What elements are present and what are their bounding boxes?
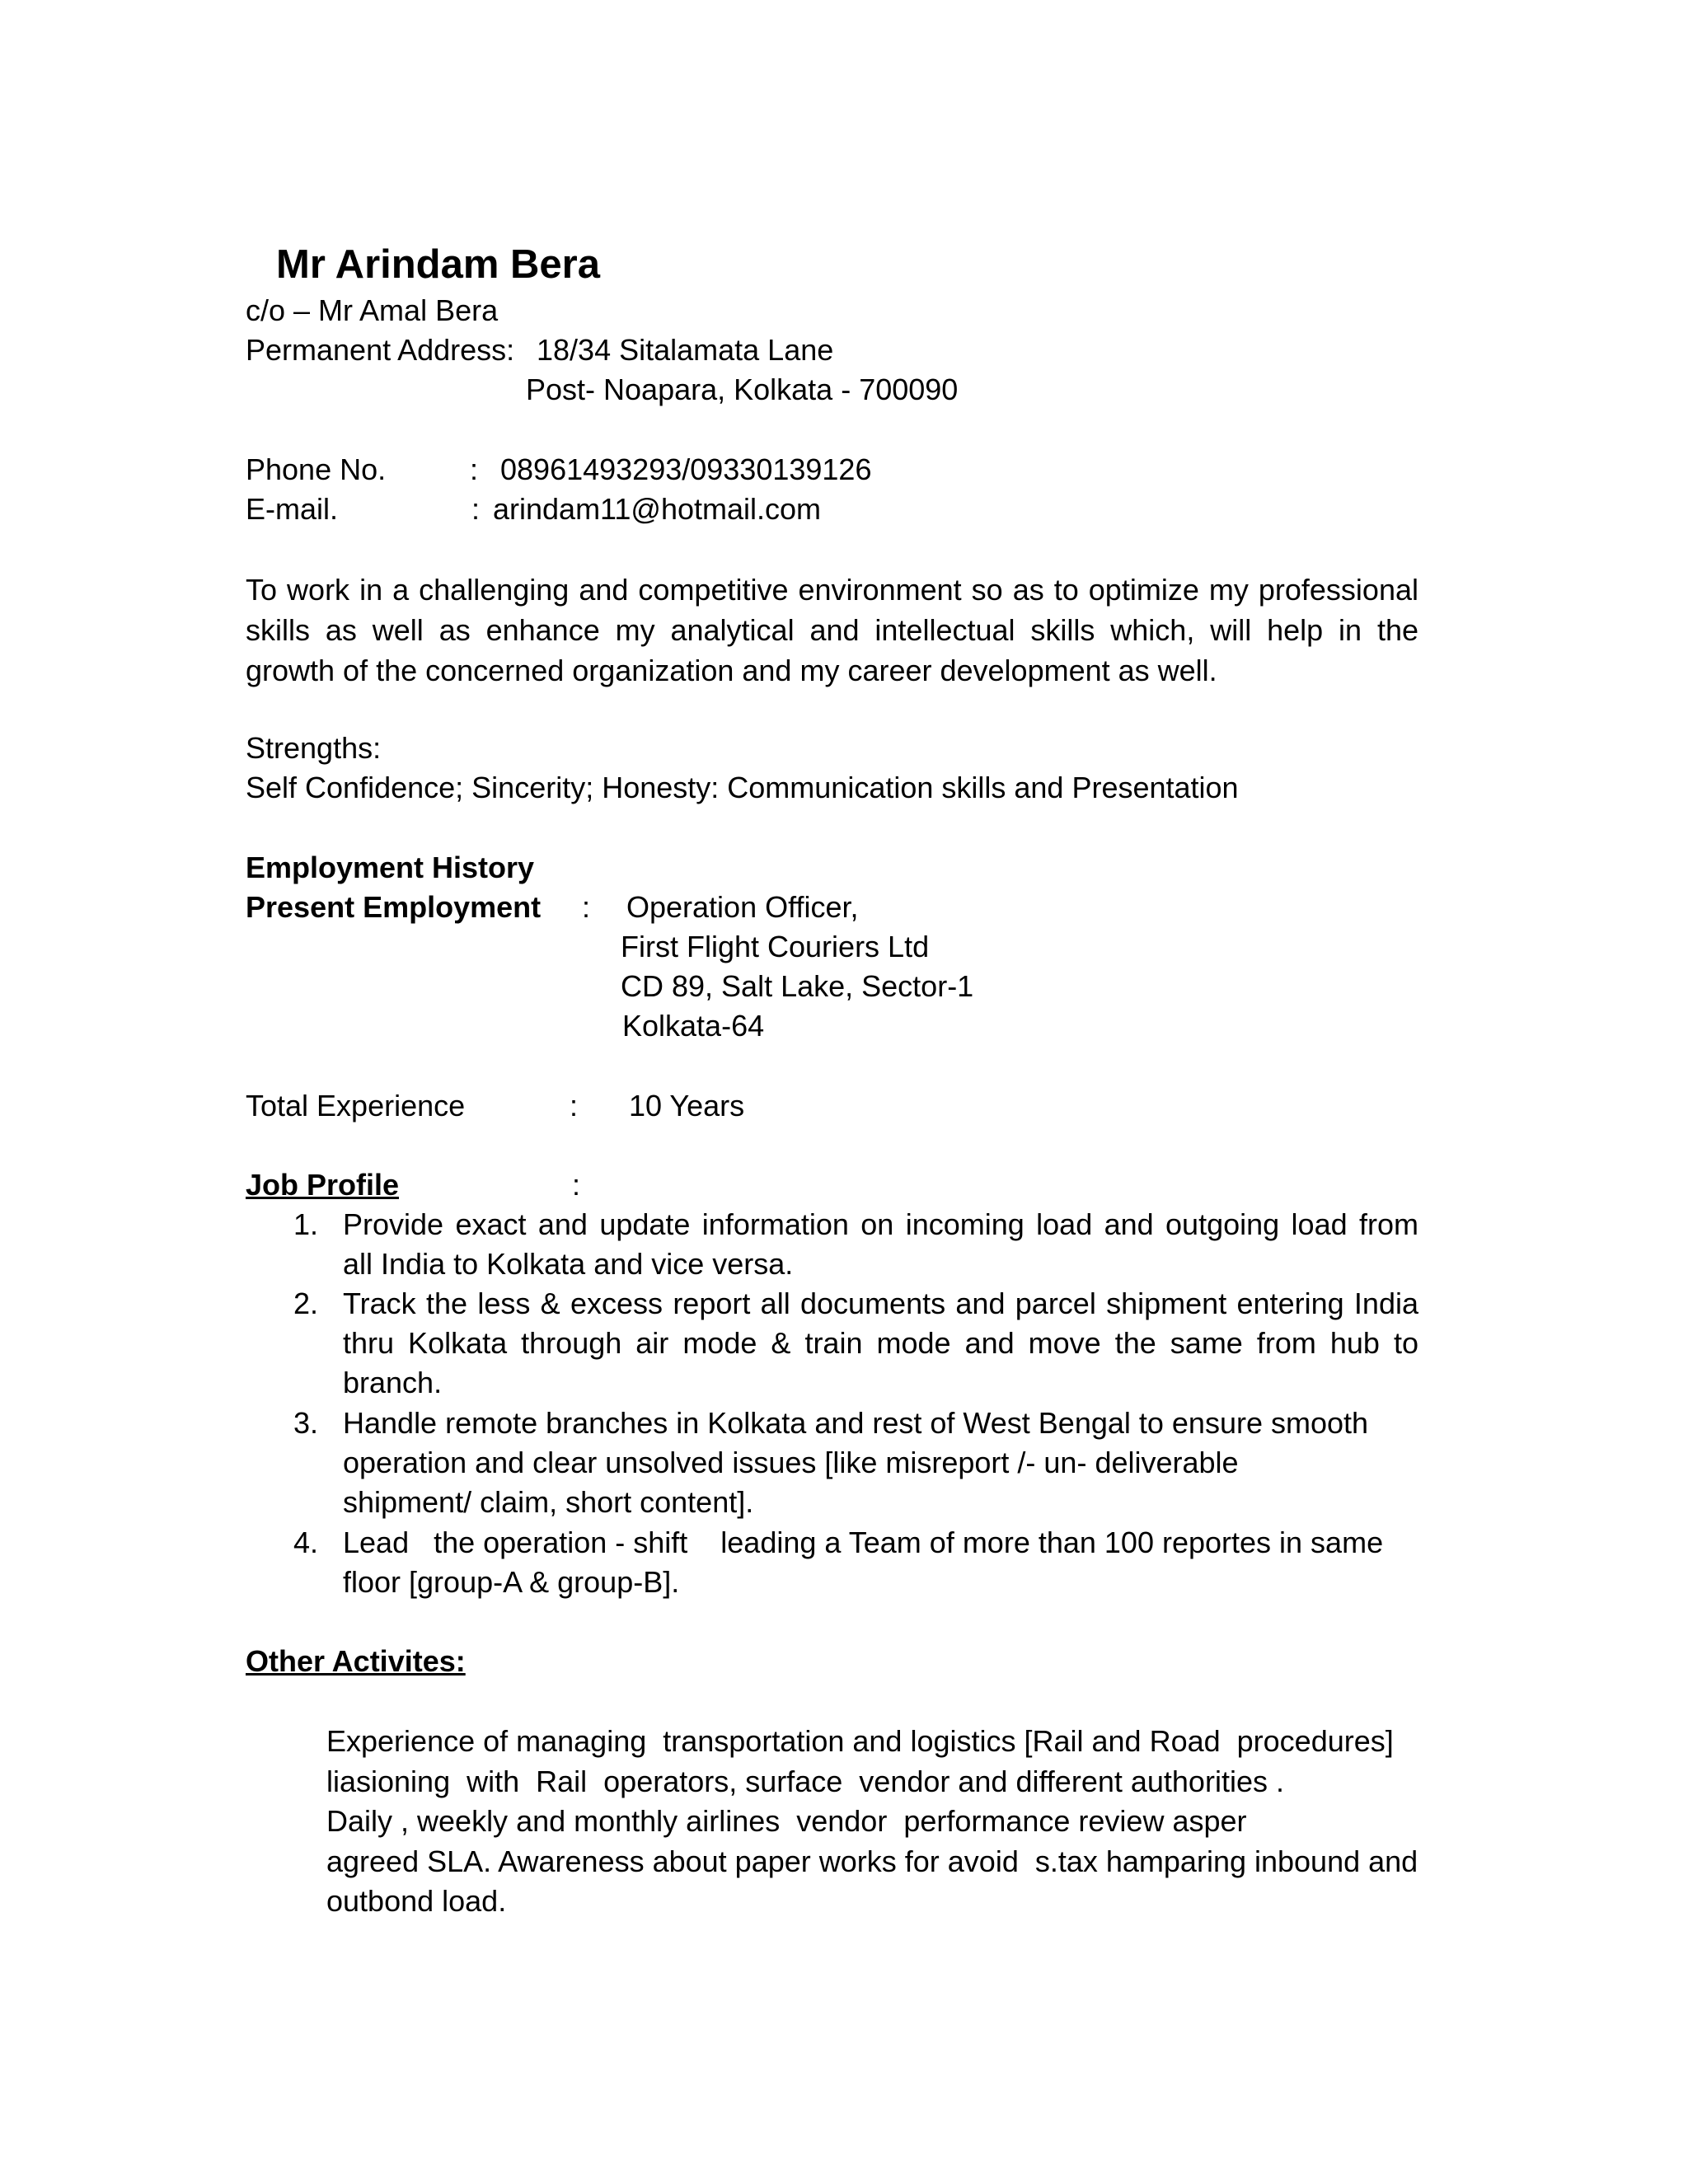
address-line-2: Post- Noapara, Kolkata - 700090 [526, 373, 959, 406]
email-label: E-mail. [246, 492, 339, 526]
objective-paragraph [246, 569, 1418, 691]
address-label: Permanent Address: [246, 333, 515, 367]
job-item-number: 1. [293, 1207, 319, 1241]
job-item-line: Lead the operation - shift leading a Team of more than 100 reportes in same [343, 1526, 1384, 1559]
job-item-line: shipment/ claim, short content]. [343, 1485, 754, 1519]
total-experience-label: Total Experience [246, 1089, 466, 1122]
job-item-number: 2. [293, 1286, 319, 1320]
other-activities-line: agreed SLA. Awareness about paper works for avoid s.tax hamparing inbound and [326, 1844, 1418, 1878]
phone-value: 08961493293/09330139126 [500, 452, 872, 486]
job-item-number: 3. [293, 1406, 319, 1440]
job-item-line: all India to Kolkata and vice versa. [343, 1247, 794, 1281]
other-activities-paragraph [326, 1722, 1423, 1922]
job-profile-heading: Job Profile [246, 1168, 400, 1202]
employment-history-heading: Employment History [246, 851, 535, 884]
job-item-3 [343, 1404, 1418, 1522]
objective-line: skills as well as enhance my analytical and intellectual skills which, will help in the [246, 613, 1418, 647]
other-activities-line: liasioning with Rail operators, surface vendor and different authorities . [326, 1764, 1284, 1798]
other-activities-line: Daily , weekly and monthly airlines vendor performance review asper [326, 1804, 1247, 1838]
total-experience-value: 10 Years [629, 1089, 745, 1122]
employment-company: First Flight Couriers Ltd [621, 930, 930, 963]
job-item-1 [343, 1205, 1418, 1284]
email-value: arindam11@hotmail.com [493, 492, 822, 526]
job-item-line: branch. [343, 1366, 443, 1399]
present-employment-label: Present Employment [246, 890, 542, 924]
job-profile-separator: : [572, 1168, 581, 1202]
job-item-line: thru Kolkata through air mode & train mode and move the same from hub to [343, 1326, 1418, 1360]
objective-line: growth of the concerned organization and my career development as well. [246, 654, 1217, 687]
email-separator: : [471, 492, 481, 526]
phone-label: Phone No. [246, 452, 387, 486]
other-activities-heading: Other Activites: [246, 1644, 466, 1678]
job-item-line: operation and clear unsolved issues [like misreport /- un- deliverable [343, 1446, 1239, 1479]
present-employment-separator: : [582, 890, 591, 924]
objective-line: To work in a challenging and competitive environment so as to optimize my professional [246, 573, 1418, 607]
other-activities-line: Experience of managing transportation and logistics [Rail and Road procedures] [326, 1724, 1394, 1758]
job-item-line: floor [group-A & group-B]. [343, 1565, 680, 1599]
job-item-line: Handle remote branches in Kolkata and rest of West Bengal to ensure smooth [343, 1406, 1369, 1440]
strengths-label: Strengths: [246, 731, 382, 765]
job-item-number: 4. [293, 1526, 319, 1559]
phone-separator: : [470, 452, 479, 486]
employment-position: Operation Officer, [626, 890, 859, 924]
job-item-line: Track the less & excess report all documents and parcel shipment entering India [343, 1286, 1418, 1320]
job-item-4 [343, 1523, 1418, 1602]
job-item-line: Provide exact and update information on incoming load and outgoing load from [343, 1207, 1418, 1241]
candidate-name: Mr Arindam Bera [276, 242, 601, 287]
address-line-1: 18/34 Sitalamata Lane [537, 333, 834, 367]
other-activities-line: outbond load. [326, 1884, 507, 1918]
job-item-2 [343, 1284, 1418, 1403]
care-of: c/o – Mr Amal Bera [246, 293, 499, 327]
employment-address-2: Kolkata-64 [622, 1009, 765, 1043]
strengths-value: Self Confidence; Sincerity; Honesty: Communication skills and Presentation [246, 771, 1239, 804]
employment-address-1: CD 89, Salt Lake, Sector-1 [621, 969, 974, 1003]
total-experience-separator: : [570, 1089, 579, 1122]
